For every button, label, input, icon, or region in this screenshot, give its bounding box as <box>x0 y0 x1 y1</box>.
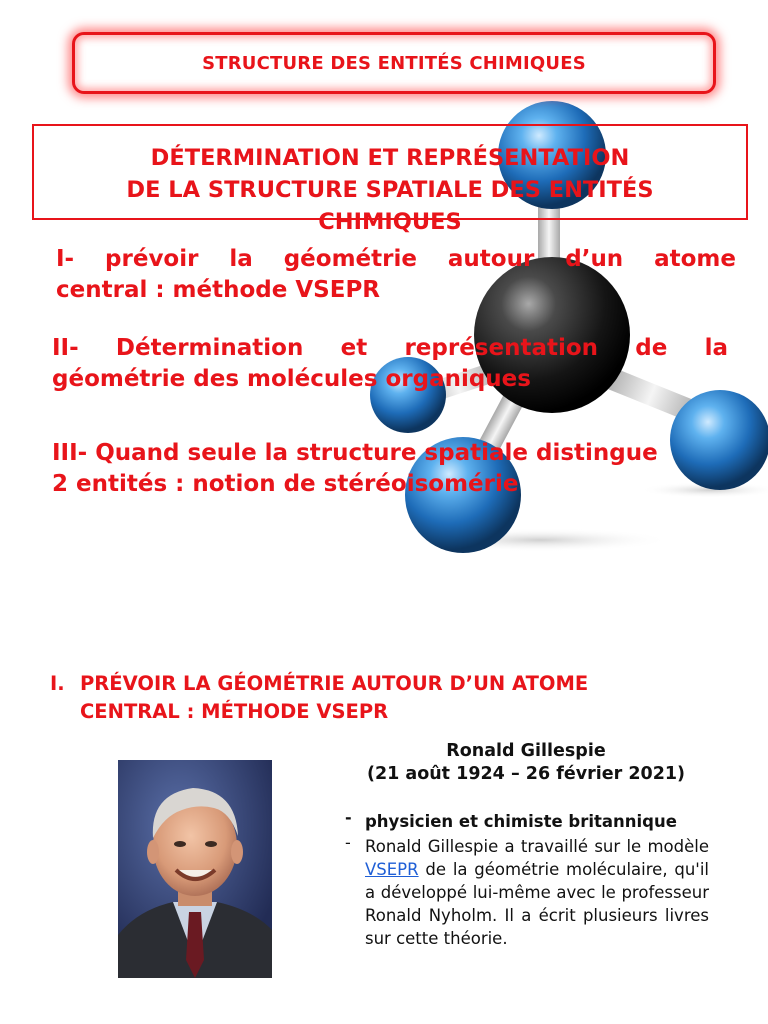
heading-line: PRÉVOIR LA GÉOMÉTRIE AUTOUR D’UN ATOME <box>80 672 589 695</box>
vsepr-link[interactable]: VSEPR <box>365 860 419 879</box>
point-line: géométrie des molécules organiques <box>52 366 531 392</box>
point-line: I- prévoir la géométrie autour d’un atome <box>56 246 736 272</box>
person-caption <box>340 740 712 786</box>
bullet-text: physicien et chimiste britannique <box>365 812 677 831</box>
bullet-text: Ronald Gillespie a travaillé sur le modèle <box>365 837 709 856</box>
outline-point-3 <box>52 438 730 500</box>
title-line: DÉTERMINATION ET REPRÉSENTATION <box>150 145 630 171</box>
point-line: II- Détermination et représentation de la <box>52 335 728 361</box>
slide-banner <box>72 32 716 94</box>
section-heading <box>50 670 690 726</box>
vsepr-slide <box>0 640 768 1024</box>
title-line: CHIMIQUES <box>318 209 462 235</box>
point-line: III- Quand seule la structure spatiale distingue <box>52 440 658 466</box>
portrait-photo <box>118 760 272 978</box>
bullet-item <box>345 810 709 833</box>
bullet-item <box>345 835 709 950</box>
outline-point-1 <box>56 244 736 306</box>
slide-title <box>32 142 748 238</box>
banner-title: STRUCTURE DES ENTITÉS CHIMIQUES <box>202 52 586 74</box>
bio-bullets <box>345 810 709 952</box>
section-number: I. <box>50 672 65 695</box>
portrait-drawing <box>118 760 272 978</box>
title-line: DE LA STRUCTURE SPATIALE DES ENTITÉS <box>126 177 654 203</box>
outline-point-2 <box>52 333 728 395</box>
point-line: central : méthode VSEPR <box>56 277 381 303</box>
bullet-text: de la géométrie moléculaire, qu'il a développé lui-même avec le professeur Ronald Nyholm. Il a écrit plusieurs livres sur cette théorie. <box>365 860 709 948</box>
point-line: 2 entités : notion de stéréoisomérie <box>52 471 519 497</box>
person-name: Ronald Gillespie <box>446 741 606 761</box>
person-dates: (21 août 1924 – 26 février 2021) <box>366 764 686 784</box>
heading-line: CENTRAL : MÉTHODE VSEPR <box>80 700 389 723</box>
